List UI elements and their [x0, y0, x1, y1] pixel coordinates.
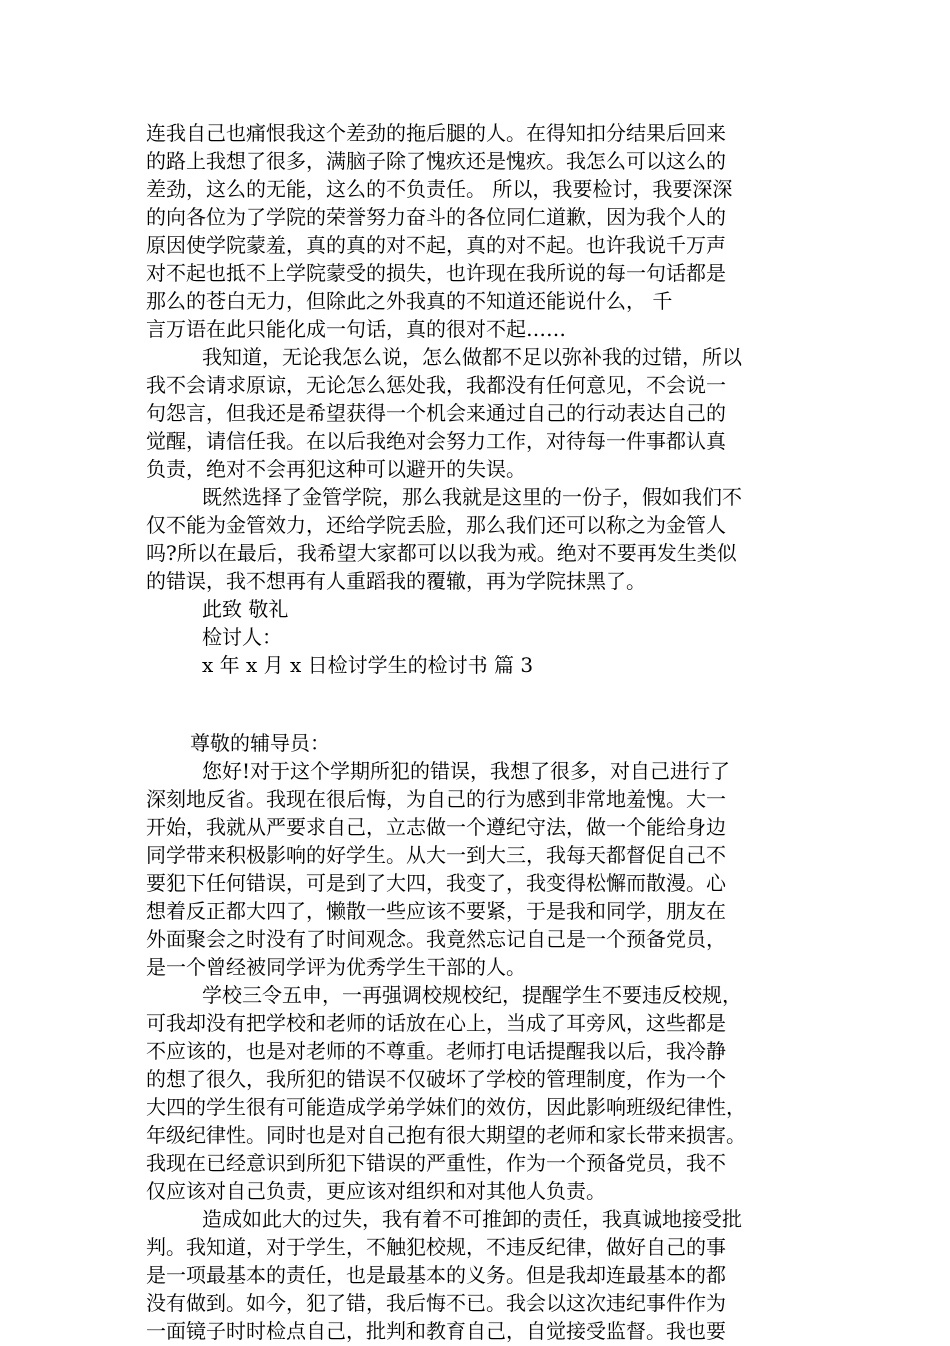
- text-line: 判。我知道，对于学生，不触犯校规，不违反纪律，做好自己的事: [146, 1235, 726, 1259]
- greeting: 尊敬的辅导员：: [190, 731, 330, 755]
- text-line: 同学带来积极影响的好学生。从大一到大三，我每天都督促自己不: [146, 843, 726, 867]
- text-line: 深刻地反省。我现在很后悔，为自己的行为感到非常地羞愧。大一: [146, 787, 726, 811]
- text-line: 我现在已经意识到所犯下错误的严重性，作为一个预备党员，我不: [146, 1151, 726, 1175]
- text-line: 造成如此大的过失，我有着不可推卸的责任，我真诚地接受批: [202, 1207, 742, 1231]
- text-line: 开始，我就从严要求自己，立志做一个遵纪守法，做一个能给身边: [146, 815, 726, 839]
- text-line: 吗?所以在最后，我希望大家都可以以我为戒。绝对不要再发生类似: [146, 541, 737, 565]
- text-line: 要犯下任何错误，可是到了大四，我变了，我变得松懈而散漫。心: [146, 871, 726, 895]
- text-line: 外面聚会之时没有了时间观念。我竟然忘记自己是一个预备党员，: [146, 927, 726, 951]
- text-line: 是一个曾经被同学评为优秀学生干部的人。: [146, 955, 526, 979]
- text-line: 想着反正都大四了，懒散一些应该不要紧，于是我和同学，朋友在: [146, 899, 726, 923]
- text-line: 可我却没有把学校和老师的话放在心上，当成了耳旁风，这些都是: [146, 1011, 726, 1035]
- text-line: 是一项最基本的责任，也是最基本的义务。但是我却连最基本的都: [146, 1263, 726, 1287]
- text-line: 仅应该对自己负责，更应该对组织和对其他人负责。: [146, 1179, 606, 1203]
- text-line: 既然选择了金管学院，那么我就是这里的一份子，假如我们不: [202, 485, 742, 509]
- text-line: 的想了很久，我所犯的错误不仅破坏了学校的管理制度，作为一个: [146, 1067, 726, 1091]
- text-line: 年级纪律性。同时也是对自己抱有很大期望的老师和家长带来损害。: [146, 1123, 746, 1147]
- text-line: 句怨言，但我还是希望获得一个机会来通过自己的行动表达自己的: [146, 401, 726, 425]
- text-line: 一面镜子时时检点自己，批判和教育自己，自觉接受监督。我也要: [146, 1319, 726, 1343]
- text-line: 的向各位为了学院的荣誉努力奋斗的各位同仁道歉，因为我个人的: [146, 205, 726, 229]
- text-line: 对不起也抵不上学院蒙受的损失，也许现在我所说的每一句话都是: [146, 261, 726, 285]
- text-line: 我不会请求原谅，无论怎么惩处我，我都没有任何意见，不会说一: [146, 373, 726, 397]
- text-line: 您好!对于这个学期所犯的错误，我想了很多，对自己进行了: [202, 759, 731, 783]
- text-line: 觉醒，请信任我。在以后我绝对会努力工作，对待每一件事都认真: [146, 429, 726, 453]
- text-line: 连我自己也痛恨我这个差劲的拖后腿的人。在得知扣分结果后回来: [146, 121, 726, 145]
- text-line: 言万语在此只能化成一句话，真的很对不起……: [146, 317, 566, 341]
- text-line: 学校三令五申，一再强调校规校纪，提醒学生不要违反校规，: [202, 983, 742, 1007]
- text-line: 的路上我想了很多，满脑子除了愧疚还是愧疚。我怎么可以这么的: [146, 149, 726, 173]
- section-heading: x 年 x 月 x 日检讨学生的检讨书 篇 3: [202, 653, 534, 677]
- text-line: 大四的学生很有可能造成学弟学妹们的效仿，因此影响班级纪律性，: [146, 1095, 746, 1119]
- text-line: 原因使学院蒙羞，真的真的对不起，真的对不起。也许我说千万声: [146, 233, 726, 257]
- text-line: 那么的苍白无力，但除此之外我真的不知道还能说什么， 千: [146, 289, 673, 313]
- closing-salutation: 此致 敬礼: [202, 597, 289, 621]
- text-line: 负责，绝对不会再犯这种可以避开的失误。: [146, 457, 526, 481]
- text-line: 的错误，我不想再有人重蹈我的覆辙，再为学院抹黑了。: [146, 569, 646, 593]
- text-line: 我知道，无论我怎么说，怎么做都不足以弥补我的过错，所以: [202, 345, 742, 369]
- signature-label: 检讨人：: [202, 625, 282, 649]
- text-line: 仅不能为金管效力，还给学院丢脸，那么我们还可以称之为金管人: [146, 513, 726, 537]
- text-line: 没有做到。如今，犯了错，我后悔不已。我会以这次违纪事件作为: [146, 1291, 726, 1315]
- text-line: 差劲，这么的无能，这么的不负责任。 所以，我要检讨，我要深深: [146, 177, 733, 201]
- text-line: 不应该的，也是对老师的不尊重。老师打电话提醒我以后，我冷静: [146, 1039, 726, 1063]
